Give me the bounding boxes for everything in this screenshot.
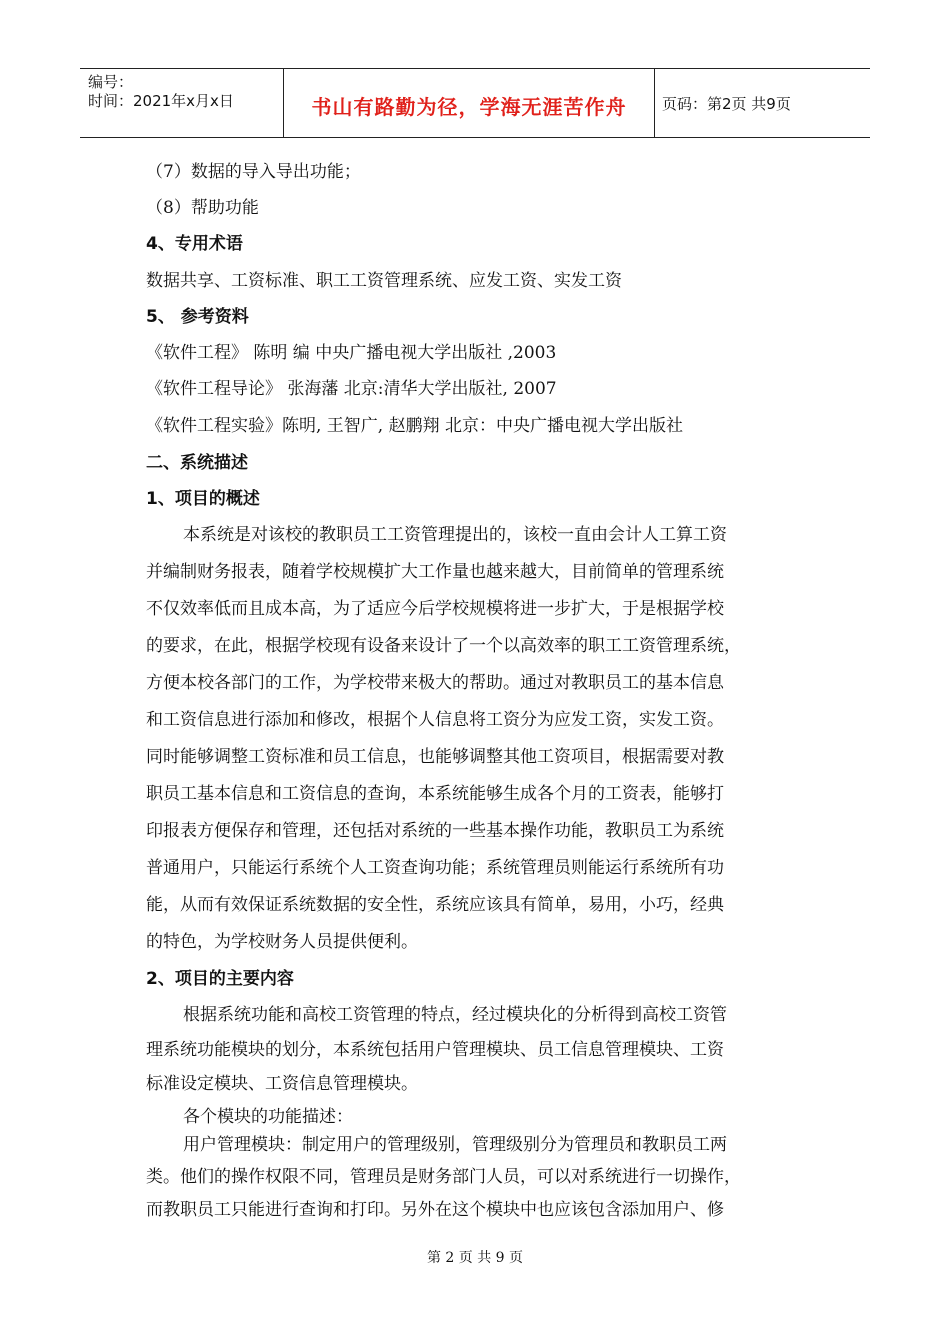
overview-line: 能，从而有效保证系统数据的安全性，系统应该具有简单，易用，小巧，经典 [146, 895, 724, 915]
reference-item: 《软件工程实验》陈明, 王智广, 赵鹏翔 北京：中央广播电视大学出版社 [146, 416, 684, 436]
content-line: 根据系统功能和高校工资管理的特点，经过模块化的分析得到高校工资管 [183, 1005, 727, 1025]
doc-number-label: 编号： [88, 73, 134, 91]
list-item-import-export: （7）数据的导入导出功能； [146, 162, 361, 182]
user-module-line: 类。他们的操作权限不同，管理员是财务部门人员，可以对系统进行一切操作， [146, 1167, 741, 1187]
overview-line: 印报表方便保存和管理，还包括对系统的一些基本操作功能，教职员工为系统 [146, 821, 724, 841]
user-module-line: 用户管理模块：制定用户的管理级别，管理级别分为管理员和教职员工两 [183, 1135, 727, 1155]
header-motto-cell [283, 69, 655, 137]
heading-main-content: 2、项目的主要内容 [146, 969, 294, 989]
content-line: 理系统功能模块的划分，本系统包括用户管理模块、员工信息管理模块、工资 [146, 1040, 724, 1060]
heading-references: 5、 参考资料 [146, 307, 249, 327]
overview-line: 职员工基本信息和工资信息的查询，本系统能够生成各个月的工资表，能够打 [146, 784, 724, 804]
overview-line: 同时能够调整工资标准和员工信息，也能够调整其他工资项目，根据需要对教 [146, 747, 724, 767]
reference-item: 《软件工程》 陈明 编 中央广播电视大学出版社 ,2003 [146, 343, 557, 363]
page-header [80, 68, 870, 138]
heading-overview: 1、项目的概述 [146, 489, 260, 509]
overview-line: 不仅效率低而且成本高，为了适应今后学校规模将进一步扩大，于是根据学校 [146, 599, 724, 619]
heading-section-2: 二、系统描述 [146, 453, 248, 473]
header-meta [80, 69, 283, 137]
page-footer: 第 2 页 共 9 页 [426, 1250, 524, 1266]
overview-line: 普通用户，只能运行系统个人工资查询功能；系统管理员则能运行系统所有功 [146, 858, 724, 878]
list-item-help: （8）帮助功能 [146, 198, 259, 218]
reference-item: 《软件工程导论》 张海藩 北京:清华大学出版社, 2007 [146, 379, 557, 399]
user-module-line: 而教职员工只能进行查询和打印。另外在这个模块中也应该包含添加用户、修 [146, 1200, 724, 1220]
overview-line: 的特色，为学校财务人员提供便利。 [146, 932, 418, 952]
terms-text: 数据共享、工资标准、职工工资管理系统、应发工资、实发工资 [146, 271, 622, 291]
modules-intro: 各个模块的功能描述： [183, 1107, 353, 1127]
overview-line: 方便本校各部门的工作，为学校带来极大的帮助。通过对教职员工的基本信息 [146, 673, 724, 693]
heading-terms: 4、专用术语 [146, 234, 243, 254]
overview-line: 本系统是对该校的教职员工工资管理提出的，该校一直由会计人工算工资 [183, 525, 727, 545]
header-page-info: 页码：第2页 共9页 [662, 95, 791, 113]
overview-line: 的要求，在此，根据学校现有设备来设计了一个以高效率的职工工资管理系统， [146, 636, 741, 656]
content-line: 标准设定模块、工资信息管理模块。 [146, 1074, 418, 1094]
overview-line: 并编制财务报表，随着学校规模扩大工作量也越来越大，目前简单的管理系统 [146, 562, 724, 582]
header-motto: 书山有路勤为径，学海无涯苦作舟 [311, 95, 627, 119]
doc-time-label: 时间：2021年x月x日 [88, 92, 234, 110]
overview-line: 和工资信息进行添加和修改，根据个人信息将工资分为应发工资，实发工资。 [146, 710, 724, 730]
